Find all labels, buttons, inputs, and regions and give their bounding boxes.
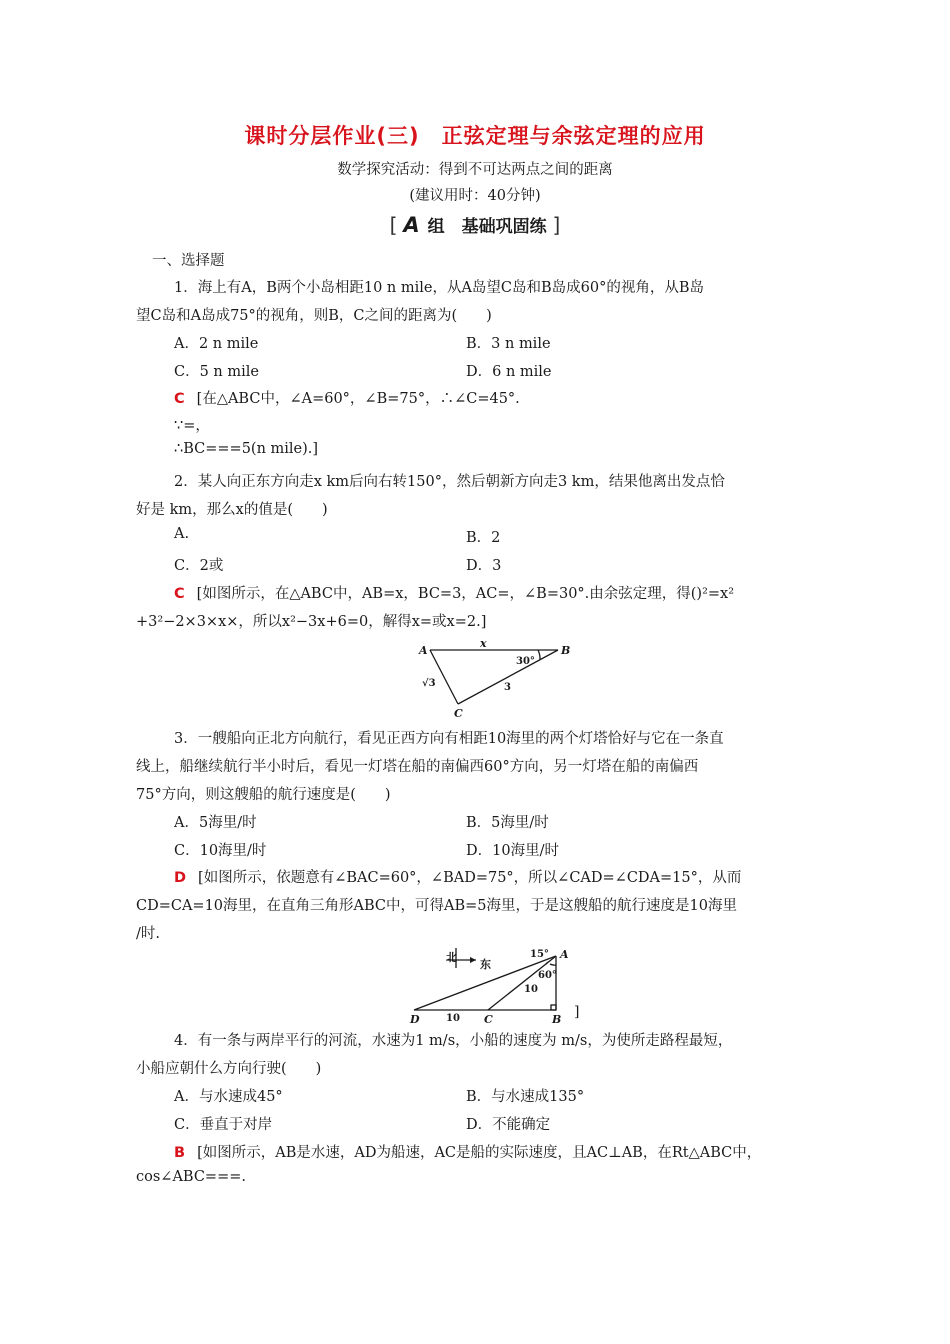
- q1-solution-text-1: [在△ABC中，∠A=60°，∠B=75°，∴∠C=45°.: [196, 391, 520, 407]
- q2-option-b: B．2: [466, 530, 501, 546]
- q4-solution-text-1: [如图所示，AB是水速，AD为船速，AC是船的实际速度，且AC⊥AB，在Rt△ABC中，: [197, 1145, 762, 1161]
- q3-fig-angle-60: 60°: [538, 970, 557, 981]
- q3-fig-label-a: A: [560, 948, 569, 961]
- q2-option-a: A.: [174, 526, 190, 542]
- q3-fig-north: 北: [446, 951, 457, 964]
- q2-solution-line-2: +3²−2×3×x×，所以x²−3x+6=0，解得x=或x=2.]: [136, 614, 487, 630]
- group-heading: [0, 212, 950, 237]
- q3-option-a: A．5海里/时: [174, 815, 257, 831]
- q3-fig-east: 东: [480, 958, 491, 971]
- q2-fig-label-a: A: [419, 644, 428, 657]
- q1-option-b: B．3 n mile: [466, 336, 551, 352]
- q2-fig-label-x: x: [480, 640, 487, 650]
- q2-solution-line-1: [174, 582, 734, 603]
- q3-fig-dc: 10: [446, 1013, 460, 1024]
- q3-solution-text-1: [如图所示，依题意有∠BAC=60°，∠BAD=75°，所以∠CAD=∠CDA=15°，从而: [198, 870, 742, 886]
- q1-option-d: D．6 n mile: [466, 364, 552, 380]
- q2-fig-side-ac: √3: [422, 678, 436, 689]
- q4-solution-line-1: [174, 1141, 761, 1162]
- q3-stem-line-2: 线上，船继续航行半小时后，看见一灯塔在船的南偏西60°方向，另一灯塔在船的南偏西: [136, 759, 699, 775]
- group-letter: A: [403, 213, 420, 237]
- q2-option-c: C．2或: [174, 558, 224, 574]
- section-heading: 一、选择题: [152, 253, 225, 269]
- q3-option-b: B．5海里/时: [466, 815, 549, 831]
- q4-option-d: D．不能确定: [466, 1117, 551, 1133]
- q3-fig-label-d: D: [410, 1013, 420, 1024]
- group-bracket-left: [: [389, 213, 398, 237]
- q3-fig-angle-15: 15°: [530, 949, 549, 960]
- q2-fig-side-bc: 3: [504, 682, 511, 693]
- q3-lighthouse-figure: [400, 944, 600, 1024]
- q2-solution-text-1: [如图所示，在△ABC中，AB=x，BC=3，AC=，∠B=30°.由余弦定理，得()²=x²: [196, 586, 735, 602]
- q2-fig-label-c: C: [454, 707, 463, 720]
- q2-stem-line-2: 好是 km，那么x的值是( ): [136, 502, 328, 518]
- q1-solution-line-3: ∴BC===5(n mile).]: [174, 441, 319, 457]
- q1-option-c: C．5 n mile: [174, 364, 259, 380]
- q3-fig-bracket: ]: [574, 1004, 580, 1020]
- q3-solution-line-3: /时.: [136, 926, 160, 942]
- q1-solution-line-1: [174, 387, 520, 408]
- q3-fig-ca: 10: [524, 984, 538, 995]
- q4-option-c: C．垂直于对岸: [174, 1117, 273, 1133]
- q3-option-d: D．10海里/时: [466, 843, 559, 859]
- q3-fig-label-c: C: [484, 1013, 493, 1024]
- q4-answer: B: [174, 1145, 186, 1161]
- q2-stem-line-1: 2．某人向正东方向走x km后向右转150°，然后朝新方向走3 km，结果他离出发点恰: [174, 474, 725, 490]
- page-title: 课时分层作业(三) 正弦定理与余弦定理的应用: [244, 124, 706, 148]
- q3-option-c: C．10海里/时: [174, 843, 267, 859]
- q3-answer: D: [174, 870, 187, 886]
- q1-solution-line-2: ∵=，: [174, 418, 210, 434]
- q3-stem-line-3: 75°方向，则这艘船的航行速度是( ): [136, 787, 391, 803]
- q4-option-b: B．与水速成135°: [466, 1089, 585, 1105]
- q4-solution-line-2: cos∠ABC===.: [136, 1169, 246, 1185]
- group-label: 组 基础巩固练: [427, 217, 547, 237]
- q2-fig-label-b: B: [561, 644, 571, 657]
- q1-option-a: A．2 n mile: [174, 336, 259, 352]
- q2-triangle-figure: [410, 640, 580, 722]
- group-bracket-right: ]: [552, 213, 561, 237]
- q2-fig-angle: 30°: [516, 656, 535, 667]
- time-note: (建议用时：40分钟): [409, 188, 541, 204]
- q3-fig-label-b: B: [552, 1013, 562, 1024]
- q3-solution-line-1: [174, 866, 741, 887]
- q1-answer: C: [174, 391, 185, 407]
- q1-stem-line-1: 1．海上有A，B两个小岛相距10 n mile，从A岛望C岛和B岛成60°的视角，从B岛: [174, 280, 705, 296]
- q2-option-d: D．3: [466, 558, 502, 574]
- q3-solution-line-2: CD=CA=10海里，在直角三角形ABC中，可得AB=5海里，于是这艘船的航行速度是10海里: [136, 898, 737, 914]
- page-subtitle: 数学探究活动：得到不可达两点之间的距离: [337, 162, 613, 178]
- q4-stem-line-2: 小船应朝什么方向行驶( ): [136, 1061, 322, 1077]
- q2-answer: C: [174, 586, 185, 602]
- q4-stem-line-1: 4．有一条与两岸平行的河流，水速为1 m/s，小船的速度为 m/s，为使所走路程最短，: [174, 1033, 733, 1049]
- q4-option-a: A．与水速成45°: [174, 1089, 283, 1105]
- q1-stem-line-2: 望C岛和A岛成75°的视角，则B，C之间的距离为( ): [136, 308, 492, 324]
- q3-stem-line-1: 3．一艘船向正北方向航行，看见正西方向有相距10海里的两个灯塔恰好与它在一条直: [174, 731, 724, 747]
